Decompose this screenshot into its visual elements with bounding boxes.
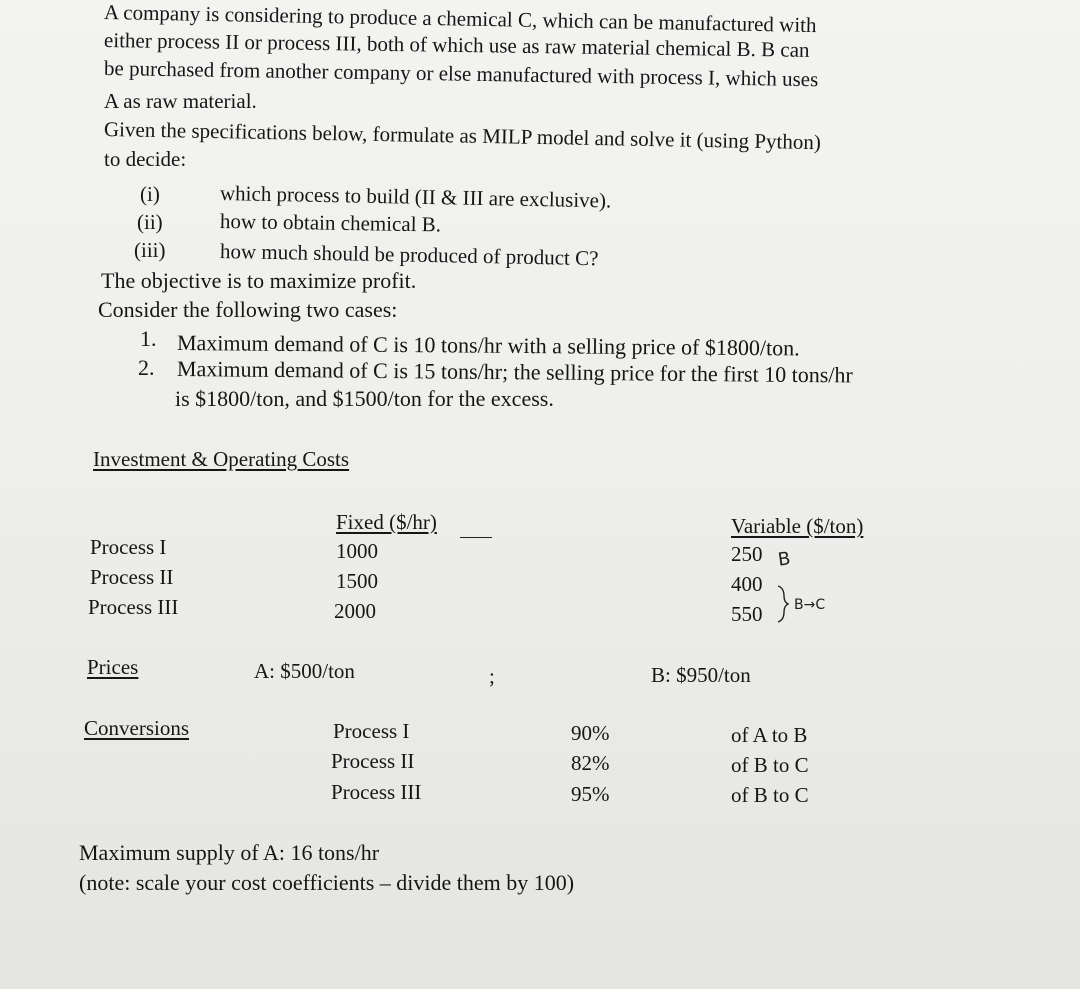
case-num-1: 1.: [140, 326, 157, 351]
conv-process-1: Process I: [333, 719, 410, 743]
intro-line-4: A as raw material.: [104, 89, 257, 113]
price-a: A: $500/ton: [254, 659, 355, 683]
variable-header: Variable ($/ton): [731, 514, 864, 538]
conv-percent-2: 82%: [571, 751, 610, 775]
prices-label: Prices: [87, 655, 139, 679]
objective-text: The objective is to maximize profit.: [101, 268, 417, 293]
conv-percent-3: 95%: [571, 782, 610, 806]
conv-process-3: Process III: [331, 780, 422, 804]
conv-desc-2: of B to C: [731, 753, 809, 777]
conv-process-2: Process II: [331, 749, 415, 773]
cost-process-1: Process I: [90, 535, 167, 559]
conv-desc-3: of B to C: [731, 783, 809, 807]
decision-text-3: how much should be produced of product C?: [219, 239, 599, 271]
intro-line-2: either process II or process III, both of which use as raw material chemical B. B can: [103, 28, 810, 62]
case-text-2a: Maximum demand of C is 15 tons/hr; the selling price for the first 10 tons/hr: [176, 356, 853, 388]
decision-text-2: how to obtain chemical B.: [219, 209, 442, 237]
costs-heading: Investment & Operating Costs: [93, 447, 350, 471]
supply-text: Maximum supply of A: 16 tons/hr: [79, 840, 380, 865]
given-line-1: Given the specifications below, formulate as MILP model and solve it (using Python): [103, 117, 822, 155]
consider-text: Consider the following two cases:: [98, 297, 398, 322]
cost-variable-2: 400: [731, 572, 763, 596]
handwritten-brace: [776, 584, 790, 624]
cost-variable-1: 250: [731, 542, 763, 566]
handwritten-note-b-to-c: B→C: [794, 597, 826, 613]
decision-num-3: (iii): [134, 238, 166, 262]
cost-fixed-1: 1000: [336, 539, 378, 563]
cost-process-2: Process II: [90, 565, 174, 589]
cost-process-3: Process III: [88, 595, 179, 619]
conv-percent-1: 90%: [571, 721, 610, 745]
case-text-1: Maximum demand of C is 10 tons/hr with a selling price of $1800/ton.: [176, 330, 800, 361]
price-separator: ;: [489, 664, 495, 688]
intro-line-1: A company is considering to produce a chemical C, which can be manufactured with: [103, 0, 817, 38]
decision-num-1: (i): [140, 182, 160, 206]
given-line-2: to decide:: [104, 147, 187, 171]
fixed-header: Fixed ($/hr): [336, 510, 437, 534]
conv-desc-1: of A to B: [731, 723, 808, 747]
intro-line-3: be purchased from another company or else manufactured with process I, which uses: [103, 56, 819, 92]
handwritten-note-b: B: [776, 548, 792, 571]
case-num-2: 2.: [138, 355, 155, 380]
conversions-label: Conversions: [84, 716, 189, 740]
cost-fixed-3: 2000: [334, 599, 376, 623]
decision-num-2: (ii): [137, 210, 163, 234]
note-text: (note: scale your cost coefficients – divide them by 100): [79, 870, 575, 895]
decision-text-1: which process to build (II & III are exclusive).: [219, 181, 612, 213]
cost-fixed-2: 1500: [336, 569, 378, 593]
price-b: B: $950/ton: [651, 663, 751, 687]
case-text-2b: is $1800/ton, and $1500/ton for the excess.: [175, 386, 554, 411]
cost-variable-3: 550: [731, 602, 763, 626]
fixed-header-rule: [460, 537, 492, 538]
